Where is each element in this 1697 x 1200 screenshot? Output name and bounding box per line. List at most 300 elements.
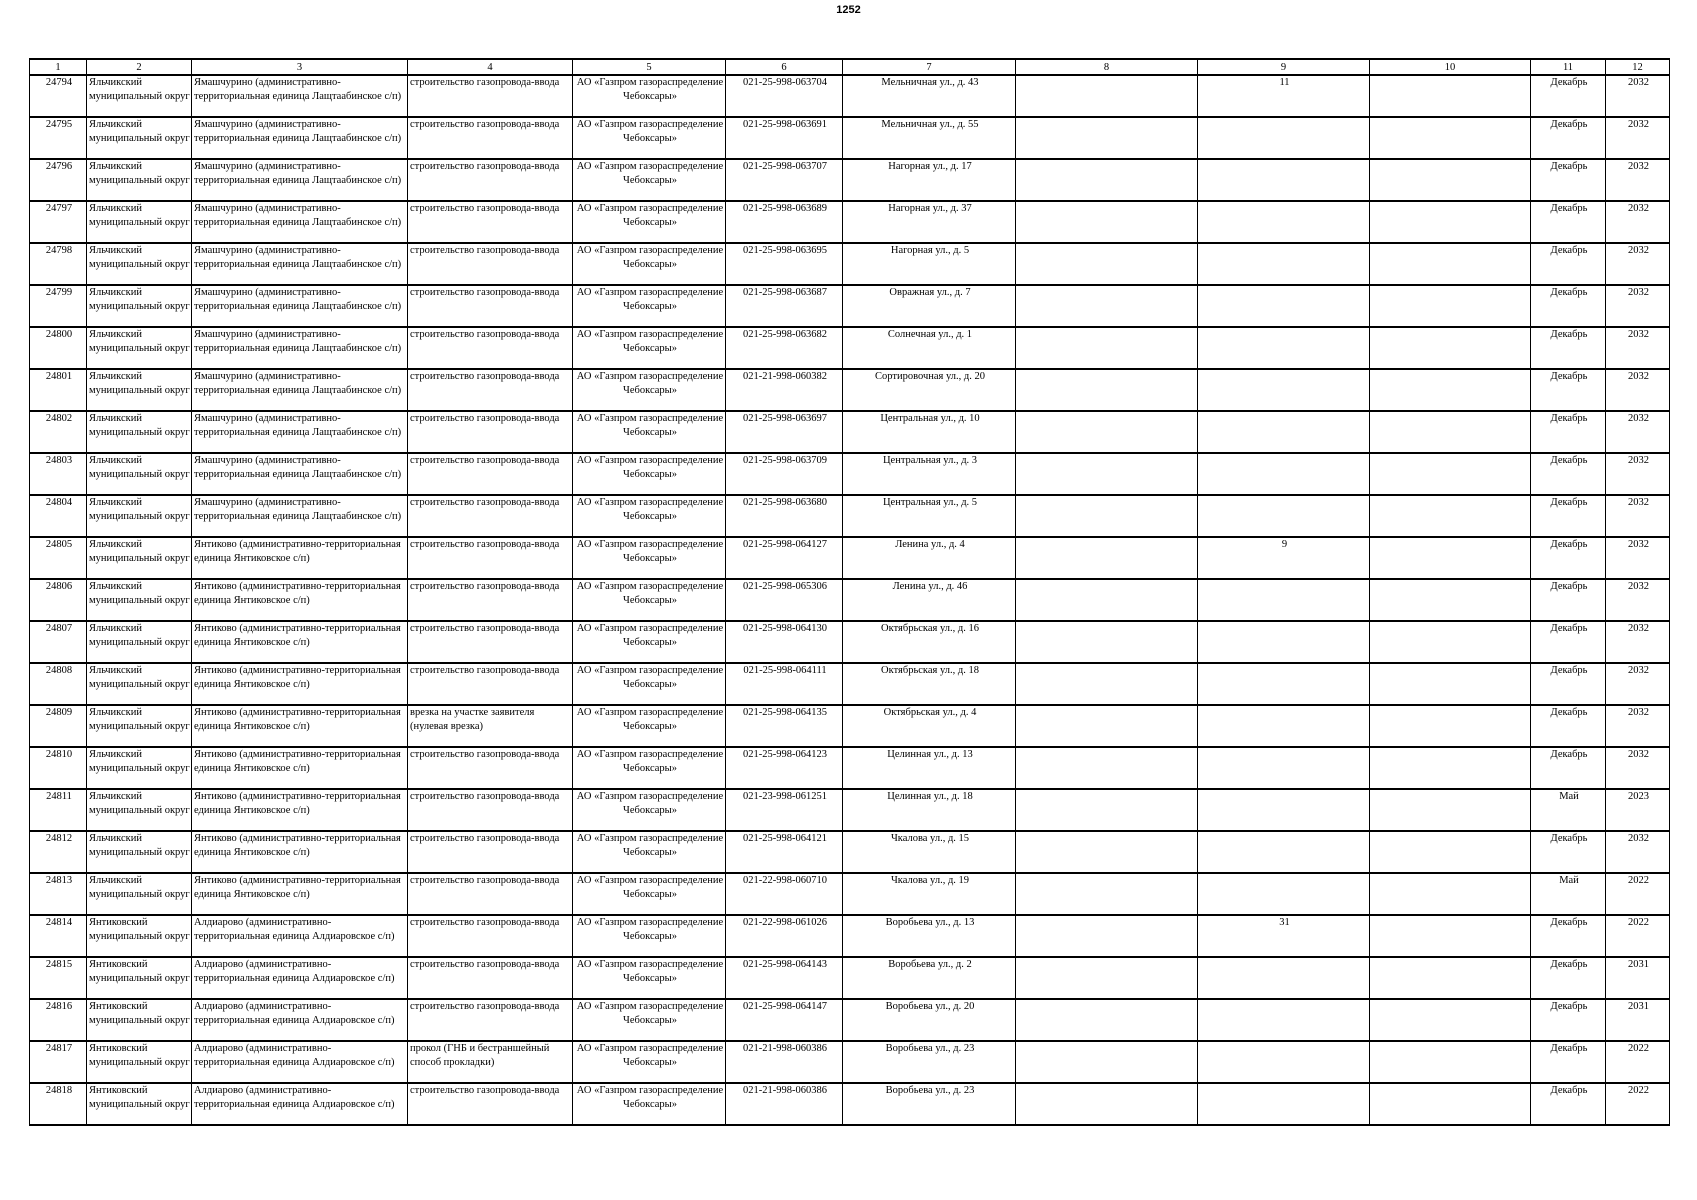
- table-cell-col-8: [1016, 831, 1198, 873]
- cell-text: АО «Газпром газораспределение Чебоксары»: [576, 1043, 724, 1068]
- cell-text: Янтиковский муниципальный округ: [89, 917, 190, 942]
- table-cell-col-4: [408, 705, 573, 747]
- cell-text: [1018, 832, 1197, 872]
- cell-text: Декабрь: [1550, 917, 1588, 928]
- cell-text: Воробьева ул., д. 13: [885, 917, 975, 928]
- table-cell-col-4: [408, 411, 573, 453]
- cell-text: строительство газопровода-ввода: [410, 833, 560, 844]
- table-cell-col-6: [726, 285, 843, 327]
- cell-text: [1018, 748, 1197, 788]
- table-cell-col-10: [1370, 1041, 1531, 1083]
- table-cell-col-8: [1016, 789, 1198, 831]
- table-cell-col-1: [30, 201, 87, 243]
- table-cell-col-2: [87, 411, 192, 453]
- cell-text: [1018, 874, 1197, 914]
- cell-text: 021-23-998-061251: [743, 791, 827, 802]
- cell-text: 24810: [45, 749, 73, 760]
- cell-text: АО «Газпром газораспределение Чебоксары»: [576, 791, 724, 816]
- table-cell-col-8: [1016, 201, 1198, 243]
- cell-text: Янтиково (административно-территориальная единица Янтиковское с/п): [194, 665, 401, 690]
- cell-text: строительство газопровода-ввода: [410, 917, 560, 928]
- cell-text: 24801: [45, 371, 73, 382]
- cell-text: [1372, 874, 1530, 914]
- table-cell-col-4: [408, 75, 573, 117]
- table-cell-col-3: [192, 663, 408, 705]
- table-cell-col-11: [1531, 915, 1606, 957]
- table-cell-col-10: [1370, 705, 1531, 747]
- table-cell-col-9: [1198, 453, 1370, 495]
- table-cell-col-4: [408, 117, 573, 159]
- table-cell-col-4: [408, 621, 573, 663]
- table-cell-col-8: [1016, 411, 1198, 453]
- cell-text: АО «Газпром газораспределение Чебоксары»: [576, 161, 724, 186]
- table-cell-col-3: [192, 411, 408, 453]
- cell-text: 11: [1279, 77, 1290, 88]
- table-cell-col-3: [192, 453, 408, 495]
- cell-text: Ямашчурино (административно-территориальная единица Лащтаабинское с/п): [194, 371, 402, 396]
- cell-text: 2032: [1628, 665, 1649, 676]
- cell-text: 24816: [45, 1001, 73, 1012]
- cell-text: Декабрь: [1550, 119, 1588, 130]
- cell-text: [1200, 244, 1369, 284]
- table-cell-col-4: [408, 915, 573, 957]
- table-cell-col-2: [87, 831, 192, 873]
- cell-text: Декабрь: [1550, 833, 1588, 844]
- cell-text: АО «Газпром газораспределение Чебоксары»: [576, 371, 724, 396]
- table-cell-col-9: [1198, 75, 1370, 117]
- cell-text: 24800: [45, 329, 73, 340]
- table-cell-col-6: [726, 873, 843, 915]
- cell-text: 2022: [1628, 1043, 1649, 1054]
- table-row: [30, 495, 1670, 537]
- table-cell-col-2: [87, 1083, 192, 1125]
- column-header-1: 1: [30, 59, 87, 75]
- table-cell-col-3: [192, 537, 408, 579]
- table-cell-col-1: [30, 873, 87, 915]
- cell-text: Декабрь: [1550, 329, 1588, 340]
- table-cell-col-8: [1016, 495, 1198, 537]
- table-cell-col-11: [1531, 1041, 1606, 1083]
- cell-text: 021-25-998-064135: [743, 707, 827, 718]
- table-cell-col-3: [192, 285, 408, 327]
- column-header-12: 12: [1606, 59, 1670, 75]
- table-cell-col-4: [408, 957, 573, 999]
- table-row: [30, 117, 1670, 159]
- cell-text: АО «Газпром газораспределение Чебоксары»: [576, 287, 724, 312]
- table-cell-col-4: [408, 579, 573, 621]
- table-cell-col-11: [1531, 789, 1606, 831]
- table-row: [30, 579, 1670, 621]
- table-cell-col-7: [843, 999, 1016, 1041]
- table-cell-col-1: [30, 789, 87, 831]
- cell-text: 021-21-998-060386: [743, 1043, 827, 1054]
- table-cell-col-11: [1531, 159, 1606, 201]
- table-cell-col-10: [1370, 453, 1531, 495]
- cell-text: 021-21-998-060382: [743, 371, 827, 382]
- cell-text: Яльчикский муниципальный округ: [89, 875, 190, 900]
- table-cell-col-4: [408, 831, 573, 873]
- cell-text: 24797: [45, 203, 73, 214]
- cell-text: 021-25-998-064147: [743, 1001, 827, 1012]
- cell-text: 2022: [1628, 917, 1649, 928]
- table-cell-col-8: [1016, 327, 1198, 369]
- cell-text: [1372, 202, 1530, 242]
- cell-text: АО «Газпром газораспределение Чебоксары»: [576, 497, 724, 522]
- cell-text: строительство газопровода-ввода: [410, 959, 560, 970]
- table-cell-col-11: [1531, 957, 1606, 999]
- table-cell-col-2: [87, 1041, 192, 1083]
- cell-text: АО «Газпром газораспределение Чебоксары»: [576, 665, 724, 690]
- column-header-11: 11: [1531, 59, 1606, 75]
- table-cell-col-1: [30, 1083, 87, 1125]
- cell-text: [1372, 832, 1530, 872]
- cell-text: [1372, 76, 1530, 116]
- table-cell-col-6: [726, 117, 843, 159]
- table-cell-col-2: [87, 747, 192, 789]
- cell-text: [1018, 1000, 1197, 1040]
- table-cell-col-5: [573, 621, 726, 663]
- table-cell-col-11: [1531, 537, 1606, 579]
- cell-text: 2032: [1628, 245, 1649, 256]
- table-cell-col-2: [87, 201, 192, 243]
- cell-text: Декабрь: [1550, 497, 1588, 508]
- table-cell-col-1: [30, 369, 87, 411]
- table-cell-col-10: [1370, 789, 1531, 831]
- cell-text: Декабрь: [1550, 245, 1588, 256]
- table-cell-col-4: [408, 873, 573, 915]
- cell-text: 24818: [45, 1085, 73, 1096]
- cell-text: 021-25-998-064111: [743, 665, 827, 676]
- table-cell-col-8: [1016, 873, 1198, 915]
- cell-text: Янтиково (административно-территориальная единица Янтиковское с/п): [194, 707, 401, 732]
- cell-text: Октябрьская ул., д. 4: [883, 707, 977, 718]
- cell-text: 24794: [45, 77, 73, 88]
- cell-text: Октябрьская ул., д. 18: [881, 665, 979, 676]
- table-cell-col-12: [1606, 747, 1670, 789]
- table-cell-col-6: [726, 201, 843, 243]
- cell-text: 021-25-998-063682: [743, 329, 827, 340]
- table-cell-col-9: [1198, 621, 1370, 663]
- cell-text: строительство газопровода-ввода: [410, 539, 560, 550]
- cell-text: Декабрь: [1550, 1043, 1588, 1054]
- table-cell-col-11: [1531, 873, 1606, 915]
- table-cell-col-1: [30, 999, 87, 1041]
- column-header-3: 3: [192, 59, 408, 75]
- table-cell-col-3: [192, 831, 408, 873]
- cell-text: 021-25-998-063709: [743, 455, 827, 466]
- cell-text: [1372, 958, 1530, 998]
- table-cell-col-3: [192, 243, 408, 285]
- cell-text: [1018, 538, 1197, 578]
- cell-text: Май: [1559, 875, 1579, 886]
- cell-text: 021-25-998-063691: [743, 119, 827, 130]
- column-header-5: 5: [573, 59, 726, 75]
- cell-text: 24802: [45, 413, 73, 424]
- table-cell-col-5: [573, 705, 726, 747]
- table-cell-col-7: [843, 789, 1016, 831]
- cell-text: Алдиарово (административно-территориальная единица Алдиаровское с/п): [194, 1043, 395, 1068]
- table-cell-col-11: [1531, 579, 1606, 621]
- cell-text: врезка на участке заявителя (нулевая врезка): [410, 707, 535, 732]
- cell-text: 2032: [1628, 371, 1649, 382]
- table-row: [30, 1041, 1670, 1083]
- cell-text: 2032: [1628, 539, 1649, 550]
- cell-text: Яльчикский муниципальный округ: [89, 455, 190, 480]
- cell-text: 021-25-998-063687: [743, 287, 827, 298]
- table-cell-col-1: [30, 453, 87, 495]
- table-cell-col-3: [192, 621, 408, 663]
- table-cell-col-2: [87, 873, 192, 915]
- table-cell-col-3: [192, 705, 408, 747]
- table-cell-col-5: [573, 537, 726, 579]
- cell-text: Воробьева ул., д. 20: [885, 1001, 975, 1012]
- cell-text: [1372, 118, 1530, 158]
- table-cell-col-5: [573, 1083, 726, 1125]
- table-cell-col-3: [192, 747, 408, 789]
- table-cell-col-1: [30, 957, 87, 999]
- table-cell-col-11: [1531, 201, 1606, 243]
- column-header-4: 4: [408, 59, 573, 75]
- cell-text: 24813: [45, 875, 73, 886]
- table-cell-col-11: [1531, 453, 1606, 495]
- table-cell-col-12: [1606, 201, 1670, 243]
- table-cell-col-7: [843, 957, 1016, 999]
- table-cell-col-2: [87, 621, 192, 663]
- cell-text: [1372, 916, 1530, 956]
- cell-text: 2032: [1628, 77, 1649, 88]
- table-cell-col-9: [1198, 285, 1370, 327]
- cell-text: Ямашчурино (административно-территориальная единица Лащтаабинское с/п): [194, 497, 402, 522]
- table-row: [30, 537, 1670, 579]
- table-cell-col-6: [726, 915, 843, 957]
- table-cell-col-5: [573, 159, 726, 201]
- table-cell-col-6: [726, 663, 843, 705]
- cell-text: 2031: [1628, 1001, 1649, 1012]
- cell-text: 2022: [1628, 1085, 1649, 1096]
- cell-text: Центральная ул., д. 5: [882, 497, 978, 508]
- table-cell-col-9: [1198, 369, 1370, 411]
- cell-text: 021-25-998-063704: [743, 77, 827, 88]
- cell-text: 2032: [1628, 707, 1649, 718]
- cell-text: 2032: [1628, 623, 1649, 634]
- table-cell-col-9: [1198, 411, 1370, 453]
- cell-text: 24804: [45, 497, 73, 508]
- cell-text: АО «Газпром газораспределение Чебоксары»: [576, 119, 724, 144]
- table-cell-col-3: [192, 999, 408, 1041]
- table-cell-col-3: [192, 915, 408, 957]
- cell-text: Яльчикский муниципальный округ: [89, 245, 190, 270]
- table-cell-col-6: [726, 1041, 843, 1083]
- cell-text: Овражная ул., д. 7: [889, 287, 971, 298]
- table-cell-col-10: [1370, 999, 1531, 1041]
- table-cell-col-2: [87, 789, 192, 831]
- cell-text: 24807: [45, 623, 73, 634]
- cell-text: АО «Газпром газораспределение Чебоксары»: [576, 1001, 724, 1026]
- cell-text: Мельничная ул., д. 55: [881, 119, 979, 130]
- cell-text: [1018, 664, 1197, 704]
- cell-text: [1200, 1042, 1369, 1082]
- table-cell-col-2: [87, 663, 192, 705]
- table-cell-col-9: [1198, 537, 1370, 579]
- cell-text: [1372, 496, 1530, 536]
- cell-text: Нагорная ул., д. 37: [888, 203, 972, 214]
- table-cell-col-7: [843, 453, 1016, 495]
- cell-text: Центральная ул., д. 3: [882, 455, 978, 466]
- cell-text: Целинная ул., д. 13: [887, 749, 973, 760]
- table-cell-col-4: [408, 1083, 573, 1125]
- cell-text: Ямашчурино (административно-территориальная единица Лащтаабинское с/п): [194, 287, 402, 312]
- cell-text: АО «Газпром газораспределение Чебоксары»: [576, 539, 724, 564]
- cell-text: [1372, 706, 1530, 746]
- cell-text: Ямашчурино (административно-территориальная единица Лащтаабинское с/п): [194, 119, 402, 144]
- cell-text: [1372, 244, 1530, 284]
- cell-text: [1018, 580, 1197, 620]
- cell-text: АО «Газпром газораспределение Чебоксары»: [576, 707, 724, 732]
- table-cell-col-8: [1016, 747, 1198, 789]
- cell-text: Чкалова ул., д. 15: [890, 833, 970, 844]
- cell-text: Декабрь: [1550, 539, 1588, 550]
- table-cell-col-11: [1531, 75, 1606, 117]
- table-cell-col-8: [1016, 537, 1198, 579]
- cell-text: Яльчикский муниципальный округ: [89, 665, 190, 690]
- table-row: [30, 327, 1670, 369]
- cell-text: 021-22-998-060710: [743, 875, 827, 886]
- table-cell-col-3: [192, 369, 408, 411]
- cell-text: [1372, 286, 1530, 326]
- table-cell-col-9: [1198, 957, 1370, 999]
- table-cell-col-2: [87, 159, 192, 201]
- table-row: [30, 915, 1670, 957]
- cell-text: [1200, 286, 1369, 326]
- cell-text: Яльчикский муниципальный округ: [89, 497, 190, 522]
- table-cell-col-7: [843, 663, 1016, 705]
- cell-text: 2032: [1628, 287, 1649, 298]
- cell-text: АО «Газпром газораспределение Чебоксары»: [576, 329, 724, 354]
- cell-text: АО «Газпром газораспределение Чебоксары»: [576, 455, 724, 480]
- cell-text: [1018, 76, 1197, 116]
- column-header-7: 7: [843, 59, 1016, 75]
- table-row: [30, 369, 1670, 411]
- table-cell-col-7: [843, 915, 1016, 957]
- table-cell-col-1: [30, 1041, 87, 1083]
- table-cell-col-4: [408, 243, 573, 285]
- cell-text: [1018, 328, 1197, 368]
- table-cell-col-4: [408, 285, 573, 327]
- cell-text: Сортировочная ул., д. 20: [875, 371, 985, 382]
- cell-text: Янтиково (административно-территориальная единица Янтиковское с/п): [194, 581, 401, 606]
- table-cell-col-2: [87, 999, 192, 1041]
- table-cell-col-7: [843, 117, 1016, 159]
- cell-text: Алдиарово (административно-территориальная единица Алдиаровское с/п): [194, 1001, 395, 1026]
- cell-text: Янтиковский муниципальный округ: [89, 959, 190, 984]
- table-cell-col-4: [408, 159, 573, 201]
- table-cell-col-7: [843, 75, 1016, 117]
- table-cell-col-2: [87, 579, 192, 621]
- cell-text: АО «Газпром газораспределение Чебоксары»: [576, 833, 724, 858]
- table-cell-col-4: [408, 663, 573, 705]
- table-row: [30, 663, 1670, 705]
- table-row: [30, 621, 1670, 663]
- cell-text: 24812: [45, 833, 73, 844]
- cell-text: [1200, 202, 1369, 242]
- table-cell-col-2: [87, 537, 192, 579]
- table-cell-col-12: [1606, 411, 1670, 453]
- cell-text: строительство газопровода-ввода: [410, 623, 560, 634]
- table-cell-col-9: [1198, 1041, 1370, 1083]
- cell-text: строительство газопровода-ввода: [410, 329, 560, 340]
- cell-text: [1200, 874, 1369, 914]
- cell-text: строительство газопровода-ввода: [410, 749, 560, 760]
- cell-text: Декабрь: [1550, 287, 1588, 298]
- cell-text: [1018, 1042, 1197, 1082]
- table-cell-col-6: [726, 705, 843, 747]
- table-cell-col-12: [1606, 537, 1670, 579]
- table-cell-col-5: [573, 201, 726, 243]
- table-cell-col-11: [1531, 369, 1606, 411]
- cell-text: [1018, 958, 1197, 998]
- table-row: [30, 75, 1670, 117]
- cell-text: Ямашчурино (административно-территориальная единица Лащтаабинское с/п): [194, 161, 402, 186]
- cell-text: [1200, 1084, 1369, 1124]
- table-cell-col-9: [1198, 999, 1370, 1041]
- cell-text: Ямашчурино (административно-территориальная единица Лащтаабинское с/п): [194, 329, 402, 354]
- table-cell-col-11: [1531, 411, 1606, 453]
- table-cell-col-12: [1606, 1083, 1670, 1125]
- table-cell-col-2: [87, 369, 192, 411]
- cell-text: [1018, 286, 1197, 326]
- table-cell-col-9: [1198, 1083, 1370, 1125]
- cell-text: [1018, 202, 1197, 242]
- cell-text: [1200, 370, 1369, 410]
- table-cell-col-5: [573, 999, 726, 1041]
- table-cell-col-9: [1198, 117, 1370, 159]
- cell-text: 24803: [45, 455, 73, 466]
- cell-text: 24814: [45, 917, 73, 928]
- cell-text: Яльчикский муниципальный округ: [89, 413, 190, 438]
- table-cell-col-11: [1531, 327, 1606, 369]
- cell-text: Яльчикский муниципальный округ: [89, 833, 190, 858]
- table-cell-col-4: [408, 453, 573, 495]
- cell-text: [1372, 160, 1530, 200]
- cell-text: 2032: [1628, 119, 1649, 130]
- table-cell-col-3: [192, 789, 408, 831]
- table-cell-col-12: [1606, 453, 1670, 495]
- table-cell-col-1: [30, 495, 87, 537]
- cell-text: Центральная ул., д. 10: [880, 413, 980, 424]
- table-cell-col-10: [1370, 495, 1531, 537]
- table-row: [30, 705, 1670, 747]
- table-cell-col-8: [1016, 1041, 1198, 1083]
- cell-text: [1372, 538, 1530, 578]
- table-cell-col-9: [1198, 831, 1370, 873]
- cell-text: [1372, 748, 1530, 788]
- table-cell-col-3: [192, 201, 408, 243]
- table-cell-col-4: [408, 495, 573, 537]
- table-cell-col-2: [87, 453, 192, 495]
- cell-text: Яльчикский муниципальный округ: [89, 581, 190, 606]
- table-cell-col-2: [87, 117, 192, 159]
- cell-text: строительство газопровода-ввода: [410, 287, 560, 298]
- table-cell-col-3: [192, 495, 408, 537]
- table-cell-col-5: [573, 285, 726, 327]
- table-row: [30, 999, 1670, 1041]
- table-cell-col-12: [1606, 327, 1670, 369]
- table-cell-col-5: [573, 873, 726, 915]
- table-cell-col-1: [30, 831, 87, 873]
- cell-text: 24815: [45, 959, 73, 970]
- table-cell-col-10: [1370, 579, 1531, 621]
- table-cell-col-8: [1016, 999, 1198, 1041]
